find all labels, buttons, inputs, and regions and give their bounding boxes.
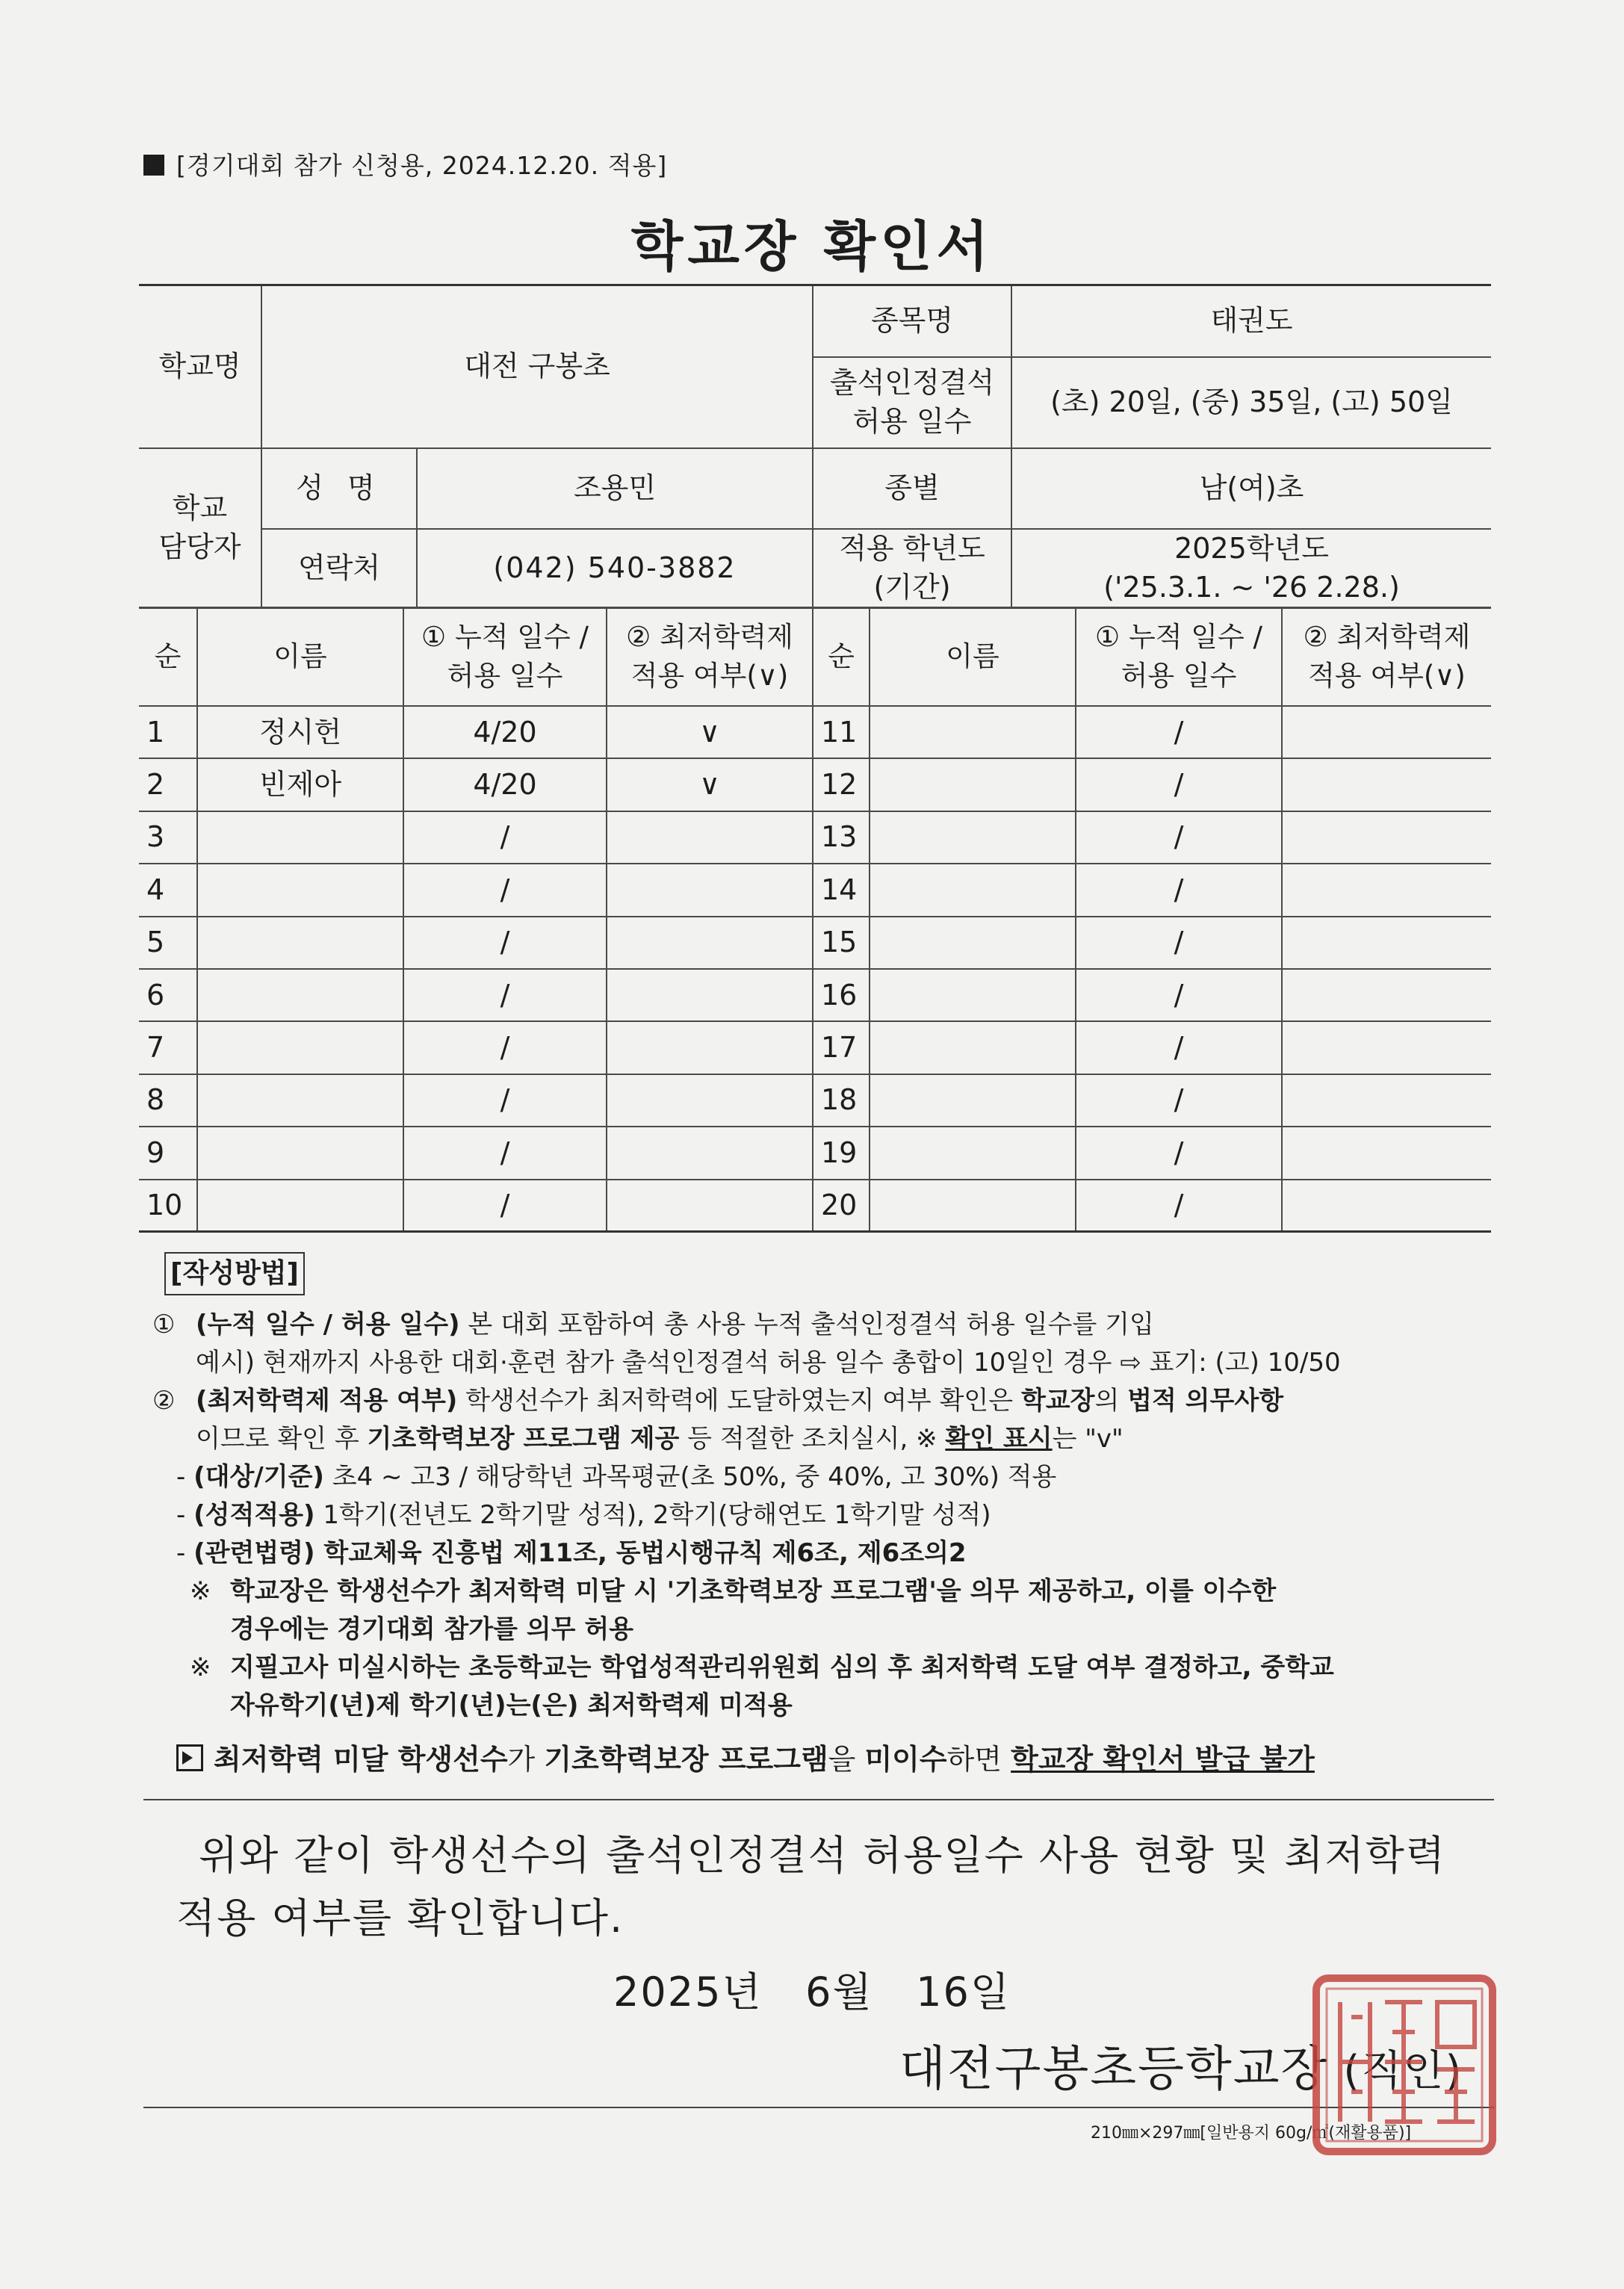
row-number: 4: [139, 864, 197, 916]
grades-line: - (성적적용) 1학기(전년도 2학기말 성적), 2학기(당해연도 1학기말 성적): [176, 1500, 991, 1530]
min-academic-check: [1282, 758, 1491, 811]
student-name: [197, 1021, 403, 1074]
days-used: /: [403, 917, 607, 969]
min-academic-check: [1282, 969, 1491, 1021]
col-days-2: ① 누적 일수 / 허용 일수: [1076, 607, 1282, 706]
instruction-item-2-line-2: 이므로 확인 후 기초학력보장 프로그램 제공 등 적절한 조치실시, ※ 확인 표시는 "v": [196, 1424, 1124, 1454]
row-number: 1: [139, 706, 197, 758]
instruction-item-2: ② (최저학력제 적용 여부) 학생선수가 최저학력에 도달하였는지 여부 확인은 학교장의 법적 의무사항: [152, 1386, 1284, 1416]
min-academic-check: [1282, 1074, 1491, 1127]
min-academic-check: ∨: [607, 758, 813, 811]
min-academic-check: [607, 917, 813, 969]
row-number: 19: [813, 1127, 870, 1179]
divider: [143, 1799, 1494, 1800]
min-academic-check: [607, 1021, 813, 1074]
min-academic-check: [1282, 811, 1491, 864]
days-used: /: [403, 864, 607, 916]
min-academic-check: [1282, 1180, 1491, 1232]
col-days: ① 누적 일수 / 허용 일수: [403, 607, 607, 706]
row-number: 8: [139, 1074, 197, 1127]
student-name: [870, 864, 1076, 916]
col-min: ② 최저학력제 적용 여부(∨): [607, 607, 813, 706]
min-academic-check: [607, 811, 813, 864]
table-row: [139, 864, 1491, 916]
min-academic-check: [607, 1074, 813, 1127]
school-label: 학교명: [139, 285, 261, 448]
days-used: /: [403, 969, 607, 1021]
student-name: [197, 811, 403, 864]
days-used: /: [1076, 758, 1282, 811]
col-name-2: 이름: [870, 607, 1076, 706]
student-name: 정시헌: [197, 706, 403, 758]
days-used: /: [1076, 1127, 1282, 1179]
table-row: [139, 758, 1491, 811]
min-academic-check: [1282, 917, 1491, 969]
min-academic-check: [607, 864, 813, 916]
roster-body: [139, 607, 1491, 1232]
col-no-2: 순: [813, 607, 870, 706]
divider: [143, 2107, 1494, 2108]
student-name: [870, 969, 1076, 1021]
col-no: 순: [139, 607, 197, 706]
table-row: [139, 969, 1491, 1021]
instructions-title: [작성방법]: [164, 1252, 305, 1295]
days-used: /: [403, 1180, 607, 1232]
roster-header-row: [139, 607, 1491, 706]
absence-value: (초) 20일, (중) 35일, (고) 50일: [1011, 357, 1491, 448]
table-row: [139, 1074, 1491, 1127]
instructions: [152, 1252, 1496, 1781]
table-row: [139, 811, 1491, 864]
criteria-line: - (대상/기준) 초4 ~ 고3 / 해당학년 과목평균(초 50%, 중 40%, 고 30%) 적용: [176, 1462, 1057, 1492]
arrow-box-icon: [176, 1744, 203, 1771]
col-name: 이름: [197, 607, 403, 706]
days-used: /: [1076, 969, 1282, 1021]
days-used: 4/20: [403, 758, 607, 811]
reference-mark-icon: ※: [190, 1576, 211, 1606]
row-number: 3: [139, 811, 197, 864]
manager-label: 학교 담당자: [139, 448, 261, 608]
year-value: 2025학년도 ('25.3.1. ~ '26 2.28.): [1011, 529, 1491, 608]
student-name: [870, 1074, 1076, 1127]
min-academic-check: [1282, 864, 1491, 916]
row-number: 16: [813, 969, 870, 1021]
student-name: [197, 1180, 403, 1232]
min-academic-check: [607, 1127, 813, 1179]
note-1: ※ 학교장은 학생선수가 최저학력 미달 시 '기초학력보장 프로그램'을 의무 제공하고, 이를 이수한 경우에는 경기대회 참가를 의무 허용: [158, 1573, 1496, 1649]
days-used: /: [403, 1021, 607, 1074]
contact-value: (042) 540-3882: [417, 529, 813, 608]
row-number: 13: [813, 811, 870, 864]
roster-table: [139, 607, 1491, 1233]
student-name: [870, 758, 1076, 811]
row-number: 18: [813, 1074, 870, 1127]
student-name: [870, 1127, 1076, 1179]
paper-spec: 210㎜×297㎜[일반용지 60g/㎡(재활용품)]: [1091, 2124, 1412, 2143]
student-name: [870, 1180, 1076, 1232]
contact-label: 연락처: [261, 529, 417, 608]
sport-value: 태권도: [1011, 285, 1491, 357]
days-used: /: [1076, 706, 1282, 758]
min-academic-check: [1282, 1127, 1491, 1179]
days-used: /: [403, 1127, 607, 1179]
table-row: [139, 1180, 1491, 1232]
document-title: 학교장 확인서: [630, 215, 994, 278]
official-seal-icon: [1310, 1972, 1499, 2158]
school-value: 대전 구봉초: [261, 285, 813, 448]
sport-label: 종목명: [813, 285, 1011, 357]
min-academic-check: ∨: [607, 706, 813, 758]
law-line: - (관련법령) 학교체육 진흥법 제11조, 동법시행규칙 제6조, 제6조의2: [176, 1538, 967, 1568]
confirmation-text: 위와 같이 학생선수의 출석인정결석 허용일수 사용 현황 및 최저학력 적용 여부를 확인합니다.: [176, 1832, 1446, 1942]
table-row: [139, 917, 1491, 969]
row-number: 7: [139, 1021, 197, 1074]
row-number: 6: [139, 969, 197, 1021]
signer: 대전구봉초등학교장 (직인): [899, 2042, 1463, 2097]
issue-date: 2025년 6월 16일: [613, 1969, 1011, 2016]
days-used: /: [403, 811, 607, 864]
table-row: [139, 706, 1491, 758]
reference-mark-icon: ※: [190, 1653, 211, 1682]
table-row: [139, 1127, 1491, 1179]
student-name: 빈제아: [197, 758, 403, 811]
note-2: ※ 지필고사 미실시하는 초등학교는 학업성적관리위원회 심의 후 최저학력 도달 여부 결정하고, 중학교 자유학기(년)제 학기(년)는(은) 최저학력제 미적용: [158, 1649, 1496, 1725]
days-used: /: [1076, 917, 1282, 969]
warning-line: 최저학력 미달 학생선수가 기초학력보장 프로그램을 미이수하면 학교장 확인서 발급 불가: [158, 1738, 1496, 1781]
student-name: [197, 864, 403, 916]
header-note: [경기대회 참가 신청용, 2024.12.20. 적용]: [143, 146, 667, 182]
student-name: [197, 969, 403, 1021]
min-academic-check: [1282, 1021, 1491, 1074]
name-label: 성 명: [261, 448, 417, 529]
square-bullet-icon: [143, 155, 164, 176]
row-number: 14: [813, 864, 870, 916]
student-name: [870, 811, 1076, 864]
year-label: 적용 학년도 (기간): [813, 529, 1011, 608]
row-number: 20: [813, 1180, 870, 1232]
min-academic-check: [1282, 706, 1491, 758]
row-number: 9: [139, 1127, 197, 1179]
student-name: [197, 917, 403, 969]
row-number: 5: [139, 917, 197, 969]
days-used: /: [1076, 864, 1282, 916]
days-used: /: [1076, 811, 1282, 864]
row-number: 12: [813, 758, 870, 811]
days-used: /: [1076, 1180, 1282, 1232]
student-name: [197, 1127, 403, 1179]
absence-label: 출석인정결석 허용 일수: [813, 357, 1011, 448]
instruction-item-1: ① (누적 일수 / 허용 일수) 본 대회 포함하여 총 사용 누적 출석인정결석 허용 일수를 기입: [152, 1310, 1154, 1339]
days-used: /: [1076, 1074, 1282, 1127]
min-academic-check: [607, 1180, 813, 1232]
days-used: /: [1076, 1021, 1282, 1074]
days-used: /: [403, 1074, 607, 1127]
student-name: [870, 706, 1076, 758]
student-name: [197, 1074, 403, 1127]
row-number: 15: [813, 917, 870, 969]
row-number: 10: [139, 1180, 197, 1232]
name-value: 조용민: [417, 448, 813, 529]
col-min-2: ② 최저학력제 적용 여부(∨): [1282, 607, 1491, 706]
days-used: 4/20: [403, 706, 607, 758]
row-number: 2: [139, 758, 197, 811]
instruction-item-1-example: 예시) 현재까지 사용한 대회·훈련 참가 출석인정결석 허용 일수 총합이 10일인 경우 ⇨ 표기: (고) 10/50: [196, 1348, 1341, 1378]
table-row: [139, 1021, 1491, 1074]
student-name: [870, 1021, 1076, 1074]
row-number: 17: [813, 1021, 870, 1074]
gender-value: 남(여)초: [1011, 448, 1491, 529]
min-academic-check: [607, 969, 813, 1021]
info-table: [139, 284, 1491, 609]
gender-label: 종별: [813, 448, 1011, 529]
student-name: [870, 917, 1076, 969]
row-number: 11: [813, 706, 870, 758]
